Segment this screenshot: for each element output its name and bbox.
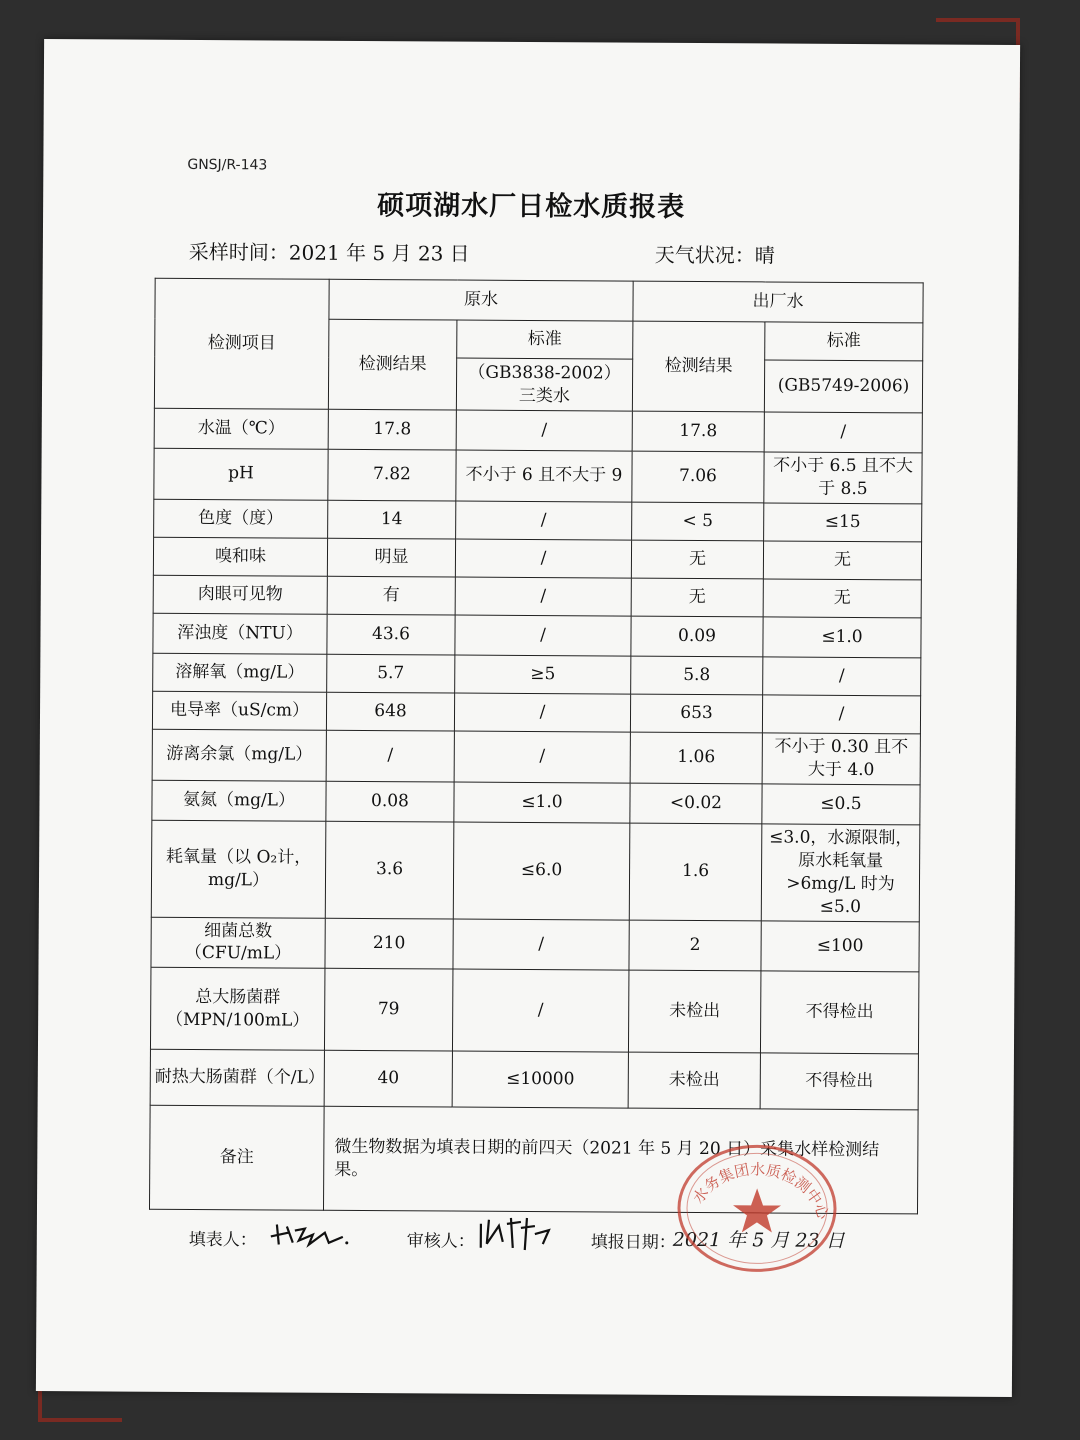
row-raw-result: 明显 (327, 538, 455, 577)
row-raw-result: 有 (327, 576, 455, 615)
row-raw-standard: ≥5 (455, 655, 631, 694)
remarks-label: 备注 (149, 1106, 324, 1211)
report-paper (36, 39, 1020, 1397)
row-outlet-standard: 无 (763, 579, 921, 618)
row-outlet-standard: 不小于 0.30 且不大于 4.0 (762, 733, 920, 785)
table-row (153, 575, 921, 618)
report-title: 硕项湖水厂日检水质报表 (377, 190, 686, 223)
sampling-time: 采样时间：2021 年 5 月 23 日 (188, 239, 470, 266)
row-raw-standard: ≤10000 (452, 1051, 628, 1108)
row-raw-standard: / (455, 577, 631, 616)
row-item: 色度（度） (154, 499, 328, 538)
row-raw-standard: / (454, 731, 630, 783)
header-outlet-standard: 标准 (765, 322, 923, 361)
row-outlet-result: 无 (631, 578, 763, 617)
row-outlet-standard: 不得检出 (760, 971, 918, 1054)
row-raw-result: 3.6 (325, 821, 454, 919)
row-outlet-result: < 5 (632, 502, 764, 541)
row-outlet-result: 1.6 (629, 823, 762, 921)
row-outlet-standard: ≤3.0，水源限制，原水耗氧量>6mg/L 时为≤5.0 (761, 824, 920, 922)
row-raw-standard: 不小于 6 且不大于 9 (456, 450, 632, 502)
remarks-text: 微生物数据为填表日期的前四天（2021 年 5 月 20 日）采集水样检测结果。 (323, 1107, 918, 1215)
row-outlet-standard: / (762, 695, 920, 734)
table-row (153, 537, 921, 580)
row-raw-standard: ≤1.0 (454, 782, 630, 823)
row-raw-standard: ≤6.0 (453, 822, 630, 920)
row-raw-result: 17.8 (328, 409, 456, 450)
row-item: 总大肠菌群（MPN/100mL） (150, 968, 324, 1051)
date-label: 填报日期： (590, 1232, 676, 1253)
row-item: 浑浊度（NTU） (153, 613, 327, 654)
row-raw-result: 14 (328, 500, 456, 539)
row-raw-result: 79 (324, 969, 452, 1052)
reviewer-label: 审核人： (406, 1231, 475, 1252)
raw-standard-code: （GB3838-2002）三类水 (456, 358, 632, 411)
reviewer-signature (477, 1214, 557, 1258)
row-item: 溶解氧（mg/L） (153, 653, 327, 692)
row-outlet-standard: 无 (763, 541, 921, 580)
header-raw-standard: 标准 (457, 320, 633, 359)
header-raw-result: 检测结果 (328, 319, 457, 410)
table-row (152, 780, 920, 825)
row-outlet-result: 7.06 (632, 451, 764, 503)
row-outlet-standard: ≤0.5 (762, 784, 920, 825)
row-outlet-standard: 不得检出 (760, 1053, 918, 1110)
row-outlet-standard: 不小于 6.5 且不大于 8.5 (764, 452, 922, 504)
weather-status: 天气状况：晴 (654, 242, 775, 268)
row-item: 电导率（uS/cm） (152, 691, 326, 730)
row-raw-standard: / (452, 969, 628, 1052)
table-row (154, 499, 922, 542)
row-raw-result: 648 (326, 692, 454, 731)
table-row (152, 691, 920, 734)
stamp-text: 水务集团水质检测中心 (689, 1160, 833, 1222)
row-item: 水温（℃） (154, 408, 328, 449)
row-raw-standard: / (456, 501, 632, 540)
row-item: 耗氧量（以 O₂计，mg/L） (151, 820, 326, 918)
filler-signature (269, 1218, 349, 1254)
row-raw-result: / (326, 730, 454, 782)
fill-date: 2021 年 5 月 23 日 (672, 1228, 845, 1252)
header-raw-water: 原水 (329, 279, 633, 321)
row-raw-result: 0.08 (326, 781, 454, 822)
row-raw-standard: / (453, 919, 629, 971)
row-outlet-standard: ≤1.0 (763, 617, 921, 658)
row-outlet-result: 1.06 (630, 732, 762, 784)
row-item: 嗅和味 (153, 537, 327, 576)
official-seal-stamp (657, 1133, 858, 1284)
row-outlet-result: 5.8 (631, 656, 763, 695)
row-raw-result: 7.82 (328, 449, 456, 501)
row-item: 游离余氯（mg/L） (152, 729, 326, 781)
row-raw-result: 40 (324, 1051, 452, 1108)
header-outlet-result: 检测结果 (632, 321, 765, 412)
table-row (151, 820, 920, 921)
row-raw-standard: / (456, 410, 632, 451)
row-outlet-result: 无 (631, 540, 763, 579)
table-row (154, 408, 922, 453)
row-raw-standard: / (455, 539, 631, 578)
table-row (154, 448, 922, 504)
row-item: pH (154, 448, 328, 500)
header-outlet-water: 出厂水 (633, 281, 923, 323)
header-item: 检测项目 (154, 278, 329, 409)
row-outlet-result: <0.02 (630, 783, 762, 824)
row-raw-standard: / (455, 615, 631, 656)
row-outlet-result: 0.09 (631, 616, 763, 657)
filler-label: 填表人： (188, 1229, 257, 1251)
row-outlet-result: 未检出 (628, 1052, 760, 1109)
row-raw-result: 210 (325, 918, 453, 970)
table-row (152, 729, 920, 785)
document-code: GNSJ/R-143 (187, 156, 268, 174)
row-outlet-result: 17.8 (632, 411, 764, 452)
table-row (150, 968, 918, 1055)
row-item: 氨氮（mg/L） (152, 780, 326, 821)
table-row (151, 917, 919, 973)
table-row (153, 613, 921, 658)
row-item: 耐热大肠菌群（个/L） (150, 1050, 324, 1107)
row-outlet-standard: / (763, 657, 921, 696)
row-outlet-result: 2 (629, 920, 761, 972)
row-outlet-standard: ≤15 (764, 503, 922, 542)
row-item: 细菌总数（CFU/mL） (151, 917, 325, 969)
row-outlet-result: 653 (630, 694, 762, 733)
outlet-standard-code: (GB5749-2006) (764, 360, 922, 413)
table-row (150, 1050, 918, 1111)
row-outlet-result: 未检出 (628, 970, 760, 1053)
row-raw-standard: / (454, 693, 630, 732)
row-item: 肉眼可见物 (153, 575, 327, 614)
row-outlet-standard: ≤100 (761, 920, 919, 972)
row-outlet-standard: / (764, 412, 922, 453)
water-quality-table (149, 278, 924, 1215)
row-raw-result: 5.7 (327, 654, 455, 693)
table-row (153, 653, 921, 696)
row-raw-result: 43.6 (327, 614, 455, 655)
